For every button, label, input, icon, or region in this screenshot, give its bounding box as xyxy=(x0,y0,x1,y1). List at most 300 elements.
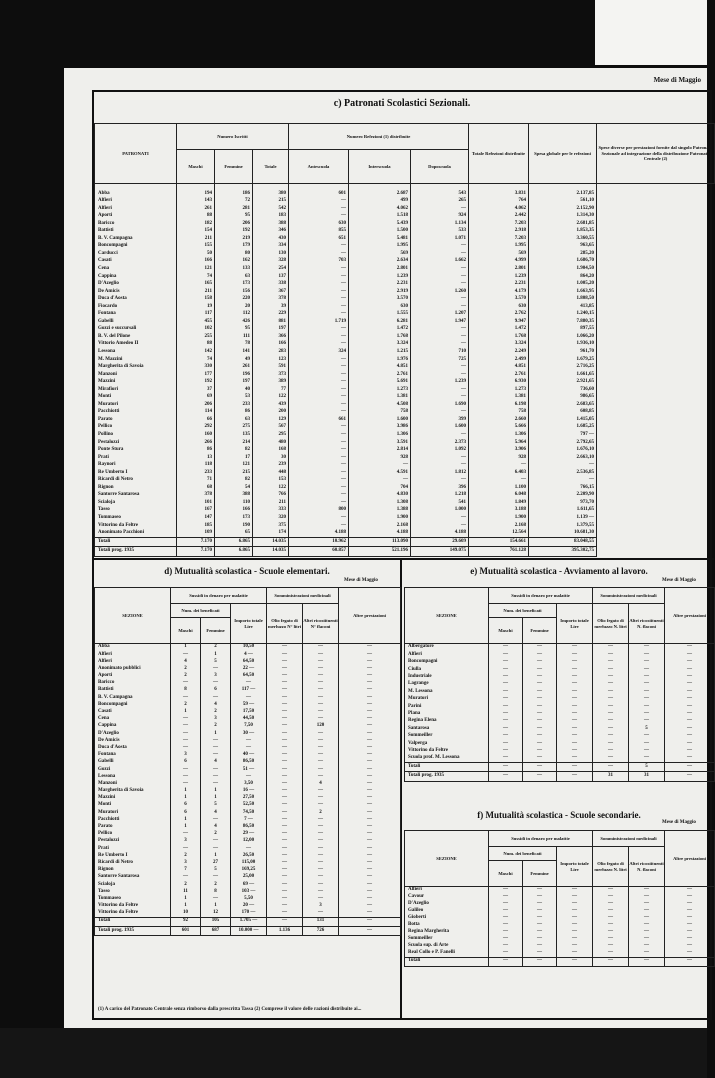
row-label: Fiocardo xyxy=(95,303,177,311)
row-label: Raynori xyxy=(95,462,177,470)
row-label: Cappina xyxy=(95,273,177,281)
table-cell: — xyxy=(593,644,629,651)
table-cell: — xyxy=(489,703,523,710)
table-cell: — xyxy=(557,950,593,957)
table-cell: — xyxy=(411,409,469,417)
table-cell: — xyxy=(339,716,401,723)
table-cell: — xyxy=(349,477,411,485)
patronati-table xyxy=(94,123,715,557)
table-cell: — xyxy=(339,651,401,658)
table-cell: 156 xyxy=(215,288,253,296)
table-cell: 2 xyxy=(201,881,231,888)
row-label: Scialoja xyxy=(95,499,177,507)
totals-row xyxy=(405,762,715,771)
table-cell: — xyxy=(303,910,339,917)
table-cell: 710 xyxy=(411,348,469,356)
table-row xyxy=(95,318,715,326)
row-label: Ricardi di Netro xyxy=(95,860,171,867)
table-cell: — xyxy=(171,730,201,737)
table-cell: 4 xyxy=(201,824,231,831)
table-cell: — xyxy=(339,888,401,895)
table-cell: — xyxy=(593,659,629,666)
table-cell: — xyxy=(289,462,349,470)
table-cell: — xyxy=(593,901,629,908)
row-label: Margherita di Savoia xyxy=(95,364,177,372)
row-label: Manzoni xyxy=(95,781,171,788)
table-cell: 521.196 xyxy=(349,547,411,557)
row-label: Rignon xyxy=(95,867,171,874)
table-cell: 11 xyxy=(171,888,201,895)
table-cell: 10.962 xyxy=(289,537,349,547)
table-cell: — xyxy=(489,725,523,732)
mutualita-elementari-body xyxy=(95,644,401,936)
table-cell: 1 xyxy=(171,644,201,651)
table-cell: 7 xyxy=(171,867,201,874)
table-cell: 120 xyxy=(303,723,339,730)
col-sezione: SEZIONE xyxy=(405,831,489,887)
row-label: Boncompagni xyxy=(95,702,171,709)
table-cell: 149.075 xyxy=(411,547,469,557)
table-cell: — xyxy=(339,737,401,744)
table-cell: — xyxy=(665,718,715,725)
table-cell: — xyxy=(267,852,303,859)
table-cell: 3.831 xyxy=(469,190,529,198)
table-cell: — xyxy=(593,922,629,929)
row-label: Battisti xyxy=(95,228,177,236)
table-cell: 173 xyxy=(215,281,253,289)
table-row xyxy=(95,469,715,477)
table-cell: 399 xyxy=(411,416,469,424)
table-cell: 439 xyxy=(253,401,289,409)
table-cell: — xyxy=(629,901,665,908)
table-cell: 30 xyxy=(253,454,289,462)
col-sussidi: Sussidi in denaro per malattie xyxy=(489,588,593,604)
table-cell: — xyxy=(339,824,401,831)
table-cell: — xyxy=(303,666,339,673)
table-cell: 1.679,25 xyxy=(529,356,597,364)
table-row xyxy=(405,887,715,894)
table-cell: 6 xyxy=(171,802,201,809)
table-cell: — xyxy=(289,288,349,296)
table-cell: — xyxy=(289,281,349,289)
table-cell: 973,70 xyxy=(529,499,597,507)
table-cell: — xyxy=(629,711,665,718)
row-label: Mazzini xyxy=(95,379,177,387)
table-cell: 367 xyxy=(253,288,289,296)
table-row xyxy=(95,341,715,349)
table-cell: — xyxy=(289,364,349,372)
table-cell: — xyxy=(267,702,303,709)
table-cell: 12,00 xyxy=(231,838,267,845)
table-row xyxy=(405,659,715,666)
table-cell: 71 xyxy=(177,477,215,485)
table-cell: 239 xyxy=(253,462,289,470)
scan-background xyxy=(0,1028,707,1078)
table-cell: — xyxy=(267,860,303,867)
table-row xyxy=(405,950,715,957)
row-label: Plana xyxy=(405,711,489,718)
table-cell: — xyxy=(665,887,715,894)
table-cell: 177 xyxy=(177,371,215,379)
table-cell: — xyxy=(289,198,349,206)
table-cell: — xyxy=(665,755,715,762)
table-cell: — xyxy=(339,788,401,795)
row-label: Margherita di Savoia xyxy=(95,788,171,795)
col-somministrazioni: Somministrazioni medicinali xyxy=(593,831,665,847)
table-cell: 12 xyxy=(201,910,231,917)
table-cell: 64,50 xyxy=(231,658,267,665)
row-label: Rignon xyxy=(95,484,177,492)
table-cell: — xyxy=(289,250,349,258)
table-cell: 2.761 xyxy=(349,371,411,379)
row-label: Mazzini xyxy=(95,795,171,802)
table-row xyxy=(95,447,715,455)
table-cell: 7,50 xyxy=(231,723,267,730)
table-cell: 5.481 xyxy=(349,235,411,243)
table-cell: 1.663,95 xyxy=(529,288,597,296)
table-cell: 1.273 xyxy=(349,386,411,394)
table-cell: 1.136 xyxy=(267,926,303,935)
table-cell: 1.661,65 xyxy=(529,371,597,379)
row-label: Totali prog. 1935 xyxy=(95,926,171,935)
table-cell: — xyxy=(523,957,557,966)
table-cell: — xyxy=(593,740,629,747)
col-sussidi: Sussidi in denaro per malattie xyxy=(171,588,267,604)
table-cell: — xyxy=(629,943,665,950)
table-row xyxy=(95,888,401,895)
table-cell: — xyxy=(489,943,523,950)
table-cell: — xyxy=(303,759,339,766)
row-label: Gabelli xyxy=(95,759,171,766)
table-row xyxy=(95,348,715,356)
table-cell: — xyxy=(303,709,339,716)
table-cell: — xyxy=(339,802,401,809)
table-cell: — xyxy=(411,515,469,523)
table-cell: 533 xyxy=(411,228,469,236)
row-label: Carducci xyxy=(95,250,177,258)
table-cell: 4.188 xyxy=(349,530,411,538)
table-cell: — xyxy=(665,651,715,658)
table-cell: — xyxy=(201,745,231,752)
table-cell: — xyxy=(593,887,629,894)
table-cell: 855 xyxy=(289,228,349,236)
table-cell: — xyxy=(489,696,523,703)
row-label: Abba xyxy=(95,644,171,651)
table-cell: — xyxy=(557,674,593,681)
table-cell: — xyxy=(267,896,303,903)
row-label: Santorre Santarosa xyxy=(95,874,171,881)
table-cell: — xyxy=(629,644,665,651)
row-label: Pacchiotti xyxy=(95,817,171,824)
table-cell: — xyxy=(489,733,523,740)
row-label: Ciulla xyxy=(405,666,489,673)
table-cell: — xyxy=(267,845,303,852)
col-antescuola: Antescuola xyxy=(289,150,349,184)
table-row xyxy=(95,243,715,251)
table-row xyxy=(95,326,715,334)
table-cell: 3.906 xyxy=(469,447,529,455)
table-row xyxy=(95,477,715,485)
table-cell: — xyxy=(557,922,593,929)
table-cell: 65 xyxy=(215,530,253,538)
table-row xyxy=(95,333,715,341)
table-cell: 2 xyxy=(201,831,231,838)
table-cell: — xyxy=(469,477,529,485)
table-cell: — xyxy=(289,409,349,417)
table-cell: — xyxy=(201,845,231,852)
table-cell: 2.168 xyxy=(349,522,411,530)
mutualita-avviamento-table xyxy=(404,587,715,782)
table-cell: 86 xyxy=(177,447,215,455)
table-cell: — xyxy=(593,733,629,740)
table-row xyxy=(405,696,715,703)
row-label: Galileo xyxy=(405,908,489,915)
table-cell: 129 xyxy=(253,416,289,424)
table-cell: — xyxy=(629,936,665,943)
table-cell: 86 xyxy=(215,409,253,417)
row-label: De Amicis xyxy=(95,288,177,296)
row-label: Abba xyxy=(95,190,177,198)
table-cell: 1.134 xyxy=(411,220,469,228)
mutualita-avviamento-body xyxy=(405,644,715,782)
table-row xyxy=(95,752,401,759)
table-cell: 160 xyxy=(177,432,215,440)
table-cell: — xyxy=(629,666,665,673)
table-cell: 2.663,10 xyxy=(529,454,597,462)
table-cell: 117 — xyxy=(231,687,267,694)
table-row xyxy=(95,651,401,658)
table-cell: 49 xyxy=(215,356,253,364)
table-cell: 1.808,50 xyxy=(529,296,597,304)
table-cell: 53 xyxy=(215,394,253,402)
table-cell: — xyxy=(557,681,593,688)
col-refezioni: Numero Refezioni (1) distribuite xyxy=(289,124,469,150)
table-cell: — xyxy=(557,688,593,695)
table-cell: — xyxy=(593,957,629,966)
table-cell: — xyxy=(629,681,665,688)
table-cell: — xyxy=(171,845,201,852)
table-cell: — xyxy=(289,296,349,304)
table-cell: 229 xyxy=(253,311,289,319)
table-cell: — xyxy=(411,432,469,440)
table-cell: 1.239 xyxy=(469,273,529,281)
table-cell: 6.865 xyxy=(215,547,253,557)
table-row xyxy=(95,687,401,694)
table-cell: — xyxy=(523,936,557,943)
row-label: Aporti xyxy=(95,213,177,221)
table-cell: 2.716,25 xyxy=(529,364,597,372)
table-cell: 328 xyxy=(253,258,289,266)
table-row xyxy=(95,773,401,780)
col-maschi: Maschi xyxy=(489,618,523,644)
table-cell: 704 xyxy=(349,484,411,492)
table-cell: — xyxy=(201,766,231,773)
row-label: Botta xyxy=(405,922,489,929)
table-cell: — xyxy=(489,644,523,651)
table-cell: 1 xyxy=(201,730,231,737)
row-label: Boncompagni xyxy=(95,243,177,251)
row-label: Anonimato Pacchioni xyxy=(95,530,177,538)
col-altri-ricostituenti: Altri ricostituenti N° flaconi xyxy=(303,604,339,644)
row-label: Scuola sup. di Arte xyxy=(405,943,489,950)
table-cell: 9.947 xyxy=(469,318,529,326)
table-cell: 766,15 xyxy=(529,484,597,492)
page-edge-highlight xyxy=(595,0,707,65)
table-cell: — xyxy=(339,644,401,651)
row-label: Monti xyxy=(95,802,171,809)
table-cell: 110 xyxy=(215,499,253,507)
table-cell: 215 xyxy=(215,469,253,477)
table-cell: 661 xyxy=(289,416,349,424)
table-cell: — xyxy=(231,737,267,744)
table-cell: 6.865 xyxy=(215,537,253,547)
table-cell: 158 xyxy=(177,296,215,304)
table-cell: — xyxy=(489,718,523,725)
table-cell: 154 xyxy=(177,228,215,236)
table-cell: 265 xyxy=(411,198,469,206)
table-cell: 330 xyxy=(177,364,215,372)
row-label: D'Azeglio xyxy=(95,281,177,289)
table-cell: 366 xyxy=(253,333,289,341)
table-row xyxy=(95,666,401,673)
row-label: Gozzi xyxy=(95,766,171,773)
table-cell: — xyxy=(557,711,593,718)
table-cell: — xyxy=(267,694,303,701)
table-cell: — xyxy=(267,874,303,881)
table-cell: 22 — xyxy=(231,666,267,673)
table-cell: 10.000 — xyxy=(231,926,267,935)
table-cell: — xyxy=(593,703,629,710)
table-cell: 4.188 xyxy=(411,530,469,538)
table-cell: 2 xyxy=(171,852,201,859)
table-cell: 17 xyxy=(215,454,253,462)
table-cell: 123 xyxy=(253,356,289,364)
row-label: Manzoni xyxy=(95,371,177,379)
row-label: Re Umberto I xyxy=(95,469,177,477)
table-cell: — xyxy=(629,659,665,666)
table-cell: — xyxy=(529,462,597,470)
table-cell: — xyxy=(289,333,349,341)
table-row xyxy=(95,416,715,424)
table-cell: 1.472 xyxy=(349,326,411,334)
table-cell: 3,50 xyxy=(231,781,267,788)
table-cell: 2.919 xyxy=(349,288,411,296)
row-label: Santarosa xyxy=(405,725,489,732)
table-cell: 4.188 xyxy=(289,530,349,538)
table-cell: 74 xyxy=(177,356,215,364)
table-cell: — xyxy=(593,711,629,718)
table-cell: 4.999 xyxy=(469,258,529,266)
row-label: Baricco xyxy=(95,680,171,687)
table-cell: 122 xyxy=(253,484,289,492)
table-cell: — xyxy=(303,644,339,651)
table-cell: — xyxy=(523,711,557,718)
table-cell: 542 xyxy=(253,205,289,213)
table-cell: 1.240,15 xyxy=(529,311,597,319)
table-cell: 211 xyxy=(177,288,215,296)
table-cell: — xyxy=(201,680,231,687)
table-row xyxy=(405,681,715,688)
table-cell: — xyxy=(489,747,523,754)
table-cell: 6.281 xyxy=(349,318,411,326)
col-sussidi: Sussidi in denaro per malattie xyxy=(489,831,593,847)
table-cell: 1 xyxy=(201,788,231,795)
table-cell: 764 xyxy=(469,198,529,206)
row-label: Regina Margherita xyxy=(405,929,489,936)
col-femmine: Femmine xyxy=(523,618,557,644)
table-cell: 499 xyxy=(349,198,411,206)
totals-row xyxy=(95,917,401,926)
table-row xyxy=(95,766,401,773)
table-cell: 109 xyxy=(177,530,215,538)
table-cell: — xyxy=(523,681,557,688)
table-row xyxy=(95,356,715,364)
table-cell: 92 xyxy=(171,917,201,926)
table-cell: — xyxy=(557,703,593,710)
table-cell: 88 xyxy=(177,213,215,221)
table-cell: 117 xyxy=(177,311,215,319)
table-cell: — xyxy=(629,718,665,725)
table-cell: 25,00 xyxy=(231,874,267,881)
table-cell: — xyxy=(303,838,339,845)
table-cell: — xyxy=(665,725,715,732)
table-cell: 375 xyxy=(253,522,289,530)
table-cell: 567 xyxy=(253,424,289,432)
table-cell: 2.231 xyxy=(469,281,529,289)
table-row xyxy=(95,788,401,795)
table-cell: — xyxy=(267,644,303,651)
table-cell: 10.681,30 xyxy=(529,530,597,538)
row-label: Parini xyxy=(405,703,489,710)
col-altre-prestazioni: Altre prestazioni xyxy=(665,831,715,887)
table-cell: — xyxy=(339,903,401,910)
table-row xyxy=(95,723,401,730)
table-cell: — xyxy=(411,205,469,213)
table-cell: — xyxy=(523,772,557,781)
table-cell: 5 xyxy=(629,725,665,732)
col-altri-ricostituenti: Altri ricostituenti N. flaconi xyxy=(629,847,665,887)
table-cell: 4.062 xyxy=(349,205,411,213)
table-cell: 118 xyxy=(177,462,215,470)
row-label: Pollino xyxy=(95,432,177,440)
row-label: Monti xyxy=(95,394,177,402)
table-cell: — xyxy=(557,772,593,781)
table-cell: 3.324 xyxy=(349,341,411,349)
table-row xyxy=(95,515,715,523)
mutualita-elementari-table xyxy=(94,587,401,936)
section-e-title: e) Mutualità scolastica - Avviamento al lavoro. xyxy=(470,566,648,576)
table-cell: 101 xyxy=(177,499,215,507)
table-cell: 5.964 xyxy=(469,439,529,447)
table-cell: 389 xyxy=(253,379,289,387)
table-cell: — xyxy=(593,894,629,901)
table-cell: 69 xyxy=(177,394,215,402)
table-cell: — xyxy=(665,922,715,929)
table-cell: 1.600 xyxy=(349,416,411,424)
col-num-beneficati: Num. dei beneficati xyxy=(489,604,557,618)
document-page xyxy=(64,68,713,1028)
table-row xyxy=(95,867,401,874)
table-cell: 115,00 xyxy=(231,860,267,867)
table-row xyxy=(405,740,715,747)
col-maschi: Maschi xyxy=(171,618,201,644)
table-cell: 74 xyxy=(177,273,215,281)
table-cell: 1 xyxy=(171,903,201,910)
table-cell: 130 xyxy=(253,250,289,258)
table-cell: — xyxy=(267,773,303,780)
totals-row xyxy=(95,926,401,935)
table-cell: — xyxy=(171,680,201,687)
